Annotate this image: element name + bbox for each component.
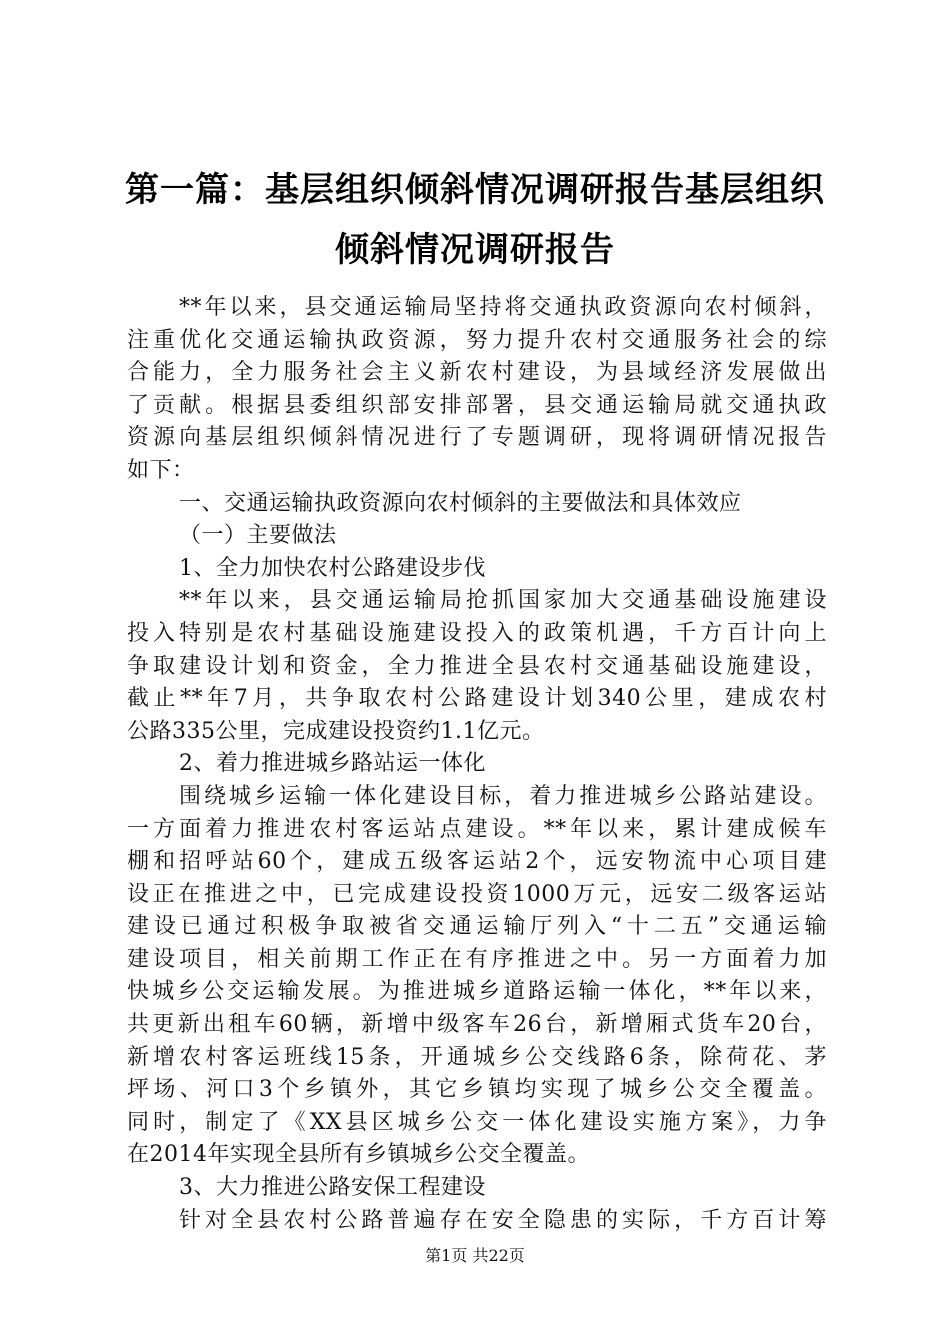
body-line: 注重优化交通运输执政资源，努力提升农村交通服务社会的综 — [127, 327, 827, 353]
document-body — [127, 292, 827, 1237]
body-line: 快城乡公交运输发展。为推进城乡道路运输一体化，**年以来， — [127, 979, 827, 1005]
body-line: 共更新出租车60辆，新增中级客车26台，新增厢式货车20台， — [127, 1012, 827, 1038]
body-line: 同时，制定了《XX县区城乡公交一体化建设实施方案》，力争 — [127, 1109, 827, 1135]
subsection-heading: （一）主要做法 — [179, 523, 337, 549]
section-heading: 一、交通运输执政资源向农村倾斜的主要做法和具体效应 — [179, 490, 742, 516]
body-line: 公路335公里，完成建设投资约1.1亿元。 — [127, 718, 545, 744]
item-heading: 3、大力推进公路安保工程建设 — [179, 1175, 486, 1201]
item-heading: 2、着力推进城乡路站运一体化 — [179, 751, 486, 777]
body-line: 争取建设计划和资金，全力推进全县农村交通基础设施建设， — [127, 653, 827, 679]
document-title-line-2: 倾斜情况调研报告 — [335, 230, 615, 270]
body-line: 建设项目，相关前期工作正在有序推进之中。另一方面着力加 — [127, 946, 827, 972]
body-line: 一方面着力推进农村客运站点建设。**年以来，累计建成候车 — [127, 816, 827, 842]
document-title-line-1: 第一篇：基层组织倾斜情况调研报告基层组织 — [125, 170, 825, 210]
body-line: 截止**年7月，共争取农村公路建设计划340公里，建成农村 — [127, 686, 827, 712]
page-footer: 第1页 共22页 — [425, 1246, 525, 1265]
body-line: 资源向基层组织倾斜情况进行了专题调研，现将调研情况报告 — [127, 425, 827, 451]
body-line: 了贡献。根据县委组织部安排部署，县交通运输局就交通执政 — [127, 392, 827, 418]
body-line: 如下： — [127, 457, 195, 483]
body-line: **年以来，县交通运输局坚持将交通执政资源向农村倾斜， — [179, 295, 827, 320]
body-line: **年以来，县交通运输局抢抓国家加大交通基础设施建设 — [179, 588, 827, 614]
body-line: 合能力，全力服务社会主义新农村建设，为县域经济发展做出 — [127, 360, 827, 386]
body-line: 新增农村客运班线15条，开通城乡公交线路6条，除荷花、茅 — [127, 1044, 827, 1070]
body-line: 在2014年实现全县所有乡镇城乡公交全覆盖。 — [127, 1142, 590, 1168]
body-line: 建设已通过积极争取被省交通运输厅列入“十二五”交通运输 — [127, 914, 827, 940]
body-line: 围绕城乡运输一体化建设目标，着力推进城乡公路站建设。 — [179, 783, 827, 809]
body-line: 棚和招呼站60个，建成五级客运站2个，远安物流中心项目建 — [127, 849, 827, 875]
body-line: 针对全县农村公路普遍存在安全隐患的实际，千方百计筹 — [179, 1207, 827, 1233]
body-line: 设正在推进之中，已完成建设投资1000万元，远安二级客运站 — [127, 881, 827, 907]
item-heading: 1、全力加快农村公路建设步伐 — [179, 555, 486, 581]
body-line: 坪场、河口3个乡镇外，其它乡镇均实现了城乡公交全覆盖。 — [127, 1077, 827, 1103]
body-line: 投入特别是农村基础设施建设投入的政策机遇，千方百计向上 — [127, 620, 827, 646]
